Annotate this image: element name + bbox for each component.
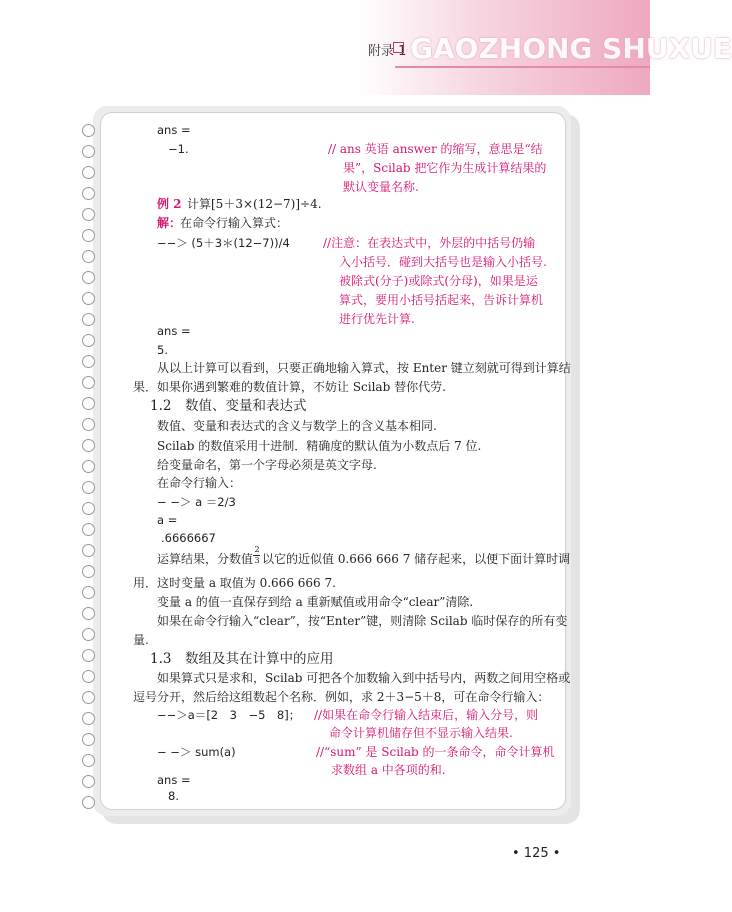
- binder-hole: [82, 124, 95, 137]
- binder-hole: [82, 250, 95, 263]
- binder-hole: [82, 775, 95, 788]
- paragraph-line: 变量 a 的值一直保存到给 a 重新赋值或用命令“clear”清除.: [157, 595, 474, 609]
- paragraph-line: 给变量命名，第一个字母必须是英文字母.: [157, 458, 377, 472]
- command-line: − −＞ sum(a): [157, 745, 236, 759]
- binder-hole: [82, 166, 95, 179]
- command-line: − −＞ a ＝2/3: [157, 495, 236, 509]
- comment-line: 默认变量名称.: [343, 180, 419, 194]
- paragraph-line: 运算结果，分数值: [157, 552, 254, 566]
- header-section-title: 附录 1: [368, 44, 407, 59]
- binder-hole: [82, 607, 95, 620]
- binder-hole: [82, 649, 95, 662]
- output-label: ans =: [157, 123, 191, 137]
- paragraph-line: 在命令行输入：: [157, 476, 242, 490]
- header-brand-text: GAOZHONG SHUXUE: [410, 32, 732, 65]
- section-heading: 1.2 数值、变量和表达式: [150, 398, 307, 414]
- output-value: 5.: [157, 343, 168, 357]
- output-value: 8.: [168, 789, 179, 803]
- binder-hole: [82, 271, 95, 284]
- binder-hole: [82, 292, 95, 305]
- paragraph-line: 如果在命令行输入“clear”，按“Enter”键，则清除 Scilab 临时保存的所有变: [157, 614, 568, 628]
- binder-hole: [82, 733, 95, 746]
- binder-hole: [82, 670, 95, 683]
- command-line: −−＞a＝[2 3 −5 8]；: [157, 708, 301, 722]
- comment-line: //注意：在表达式中，外层的中括号仍输: [323, 236, 536, 250]
- binder-hole: [82, 586, 95, 599]
- binder-hole: [82, 712, 95, 725]
- binder-hole: [82, 523, 95, 536]
- binder-hole: [82, 502, 95, 515]
- paragraph-line: 果．如果你遇到繁难的数值计算，不妨让 Scilab 替你代劳.: [133, 380, 446, 394]
- comment-line: //“sum” 是 Scilab 的一条命令，命令计算机: [316, 745, 555, 759]
- binder-hole: [82, 754, 95, 767]
- output-label: ans =: [157, 773, 191, 787]
- comment-line: 算式，要用小括号括起来，告诉计算机: [339, 293, 544, 307]
- comment-line: 果”，Scilab 把它作为生成计算结果的: [343, 161, 547, 175]
- comment-line: 进行优先计算.: [339, 312, 415, 326]
- binder-hole: [82, 439, 95, 452]
- paragraph-line: 逗号分开，然后给这组数起个名称．例如，求 2＋3−5＋8，可在命令行输入：: [133, 690, 550, 704]
- output-label: ans =: [157, 324, 191, 338]
- binder-hole: [82, 145, 95, 158]
- fraction-numerator: 2: [254, 545, 260, 554]
- page-number: • 125 •: [512, 846, 561, 861]
- comment-line: 命令计算机储存但不显示输入结果.: [329, 726, 513, 740]
- binder-hole: [82, 334, 95, 347]
- paragraph-line: 从以上计算可以看到，只要正确地输入算式，按 Enter 键立刻就可得到计算结: [157, 361, 571, 375]
- paragraph-line: 量.: [133, 633, 149, 647]
- solution-label: 解：: [157, 216, 182, 230]
- solution-text: 在命令行输入算式：: [180, 216, 289, 230]
- binder-hole: [82, 418, 95, 431]
- binder-hole: [82, 460, 95, 473]
- comment-line: 被除式(分子)或除式(分母)，如果是运: [339, 274, 538, 288]
- binder-hole: [82, 481, 95, 494]
- paragraph-line: Scilab 的数值采用十进制．精确度的默认值为小数点后 7 位.: [157, 439, 482, 453]
- example-label: 例 2: [157, 197, 182, 211]
- paragraph-line: 数值、变量和表达式的含义与数学上的含义基本相同.: [157, 419, 437, 433]
- header-rule: [395, 66, 650, 68]
- fraction-denominator: 3: [254, 556, 260, 565]
- binder-hole: [82, 796, 95, 809]
- binder-hole: [82, 565, 95, 578]
- command-line: −−＞ (5＋3＊(12−7))/4: [157, 236, 290, 250]
- binder-hole: [82, 544, 95, 557]
- binder-hole: [82, 229, 95, 242]
- binder-hole: [82, 355, 95, 368]
- header-square-icon: [393, 42, 404, 53]
- output-value: .6666667: [161, 531, 216, 545]
- paragraph-line: 如果算式只是求和，Scilab 可把各个加数输入到中括号内，两数之间用空格或: [157, 671, 571, 685]
- paragraph-line: 以它的近似值 0.666 666 7 储存起来，以便下面计算时调: [262, 552, 571, 566]
- output-label: a =: [157, 513, 178, 527]
- output-value: −1.: [168, 142, 189, 156]
- binder-hole: [82, 313, 95, 326]
- example-text: 计算[5＋3×(12−7)]÷4.: [187, 197, 322, 211]
- binder-hole: [82, 397, 95, 410]
- comment-line: 入小括号．碰到大括号也是输入小括号.: [339, 255, 547, 269]
- comment-line: 求数组 a 中各项的和.: [331, 763, 446, 777]
- section-heading: 1.3 数组及其在计算中的应用: [150, 651, 334, 667]
- binder-hole: [82, 628, 95, 641]
- comment-line: //如果在命令行输入结束后，输入分号，则: [314, 708, 539, 722]
- comment-line: // ans 英语 answer 的缩写，意思是“结: [328, 142, 543, 156]
- binder-hole: [82, 691, 95, 704]
- binder-hole: [82, 187, 95, 200]
- binder-hole: [82, 208, 95, 221]
- binder-hole: [82, 376, 95, 389]
- paragraph-line: 用．这时变量 a 取值为 0.666 666 7.: [133, 576, 336, 590]
